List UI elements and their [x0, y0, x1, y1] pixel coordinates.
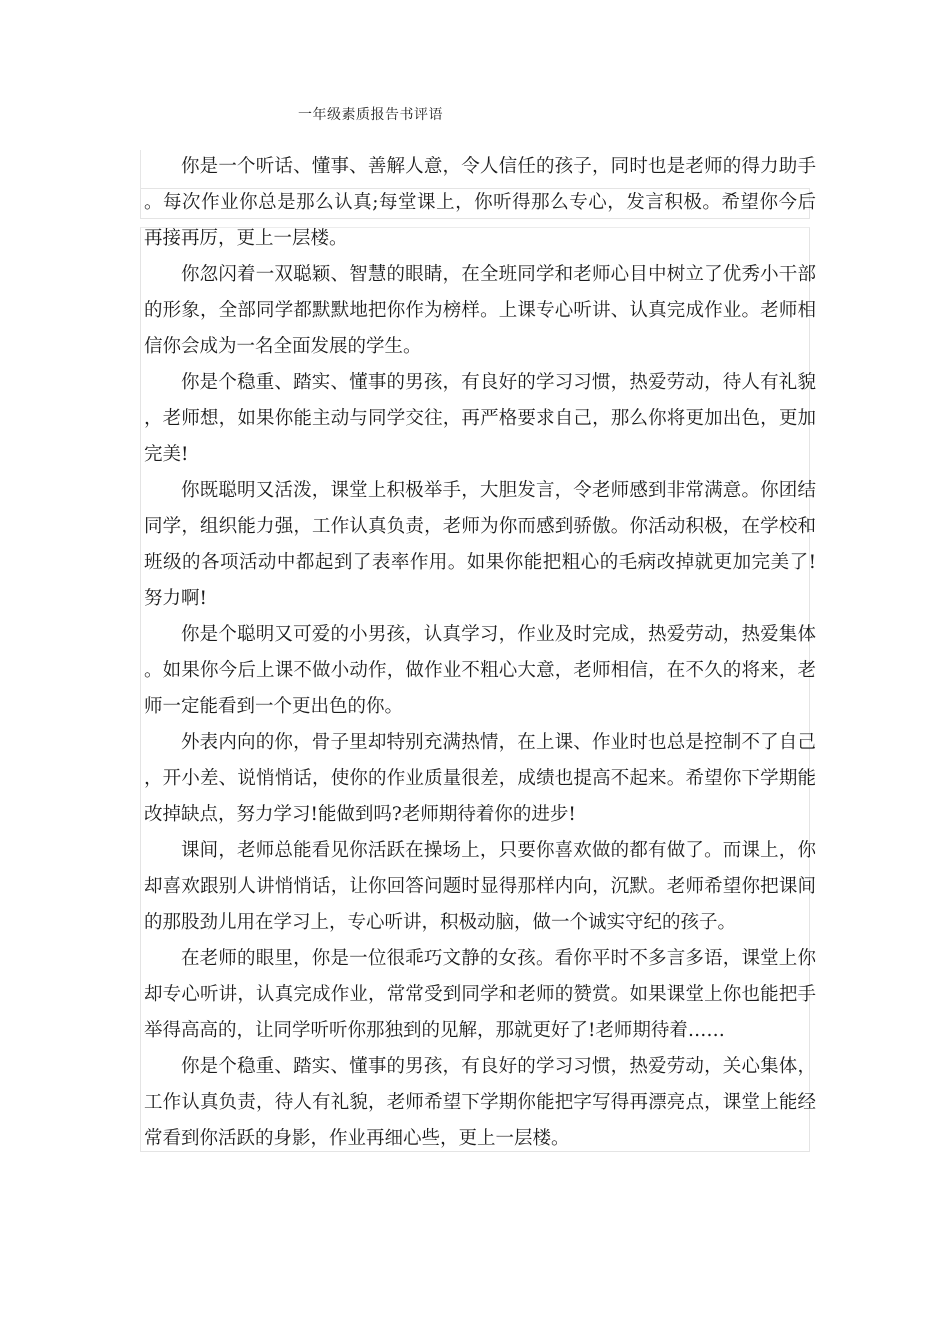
comment-paragraph: 你忽闪着一双聪颖、智慧的眼睛，在全班同学和老师心目中树立了优秀小干部的形象，全部同学都默默地把你作为榜样。上课专心听讲、认真完成作业。老师相信你会成为一名全面发展的学生。: [144, 264, 816, 357]
comment-paragraph: 你既聪明又活泼，课堂上积极举手，大胆发言，令老师感到非常满意。你团结同学，组织能力强，工作认真负责，老师为你而感到骄傲。你活动积极，在学校和班级的各项活动中都起到了表率作用。如果你能把粗心的毛病改掉就更加完美了!努力啊!: [144, 480, 816, 609]
comment-paragraph: 你是一个听话、懂事、善解人意，令人信任的孩子，同时也是老师的得力助手。每次作业你总是那么认真;每堂课上，你听得那么专心，发言积极。希望你今后再接再厉，更上一层楼。: [144, 156, 816, 249]
comment-paragraph: 课间，老师总能看见你活跃在操场上，只要你喜欢做的都有做了。而课上，你却喜欢跟别人讲悄悄话，让你回答问题时显得那样内向，沉默。老师希望你把课间的那股劲儿用在学习上，专心听讲，积极动脑，做一个诚实守纪的孩子。: [144, 840, 816, 933]
comment-paragraph: 你是个稳重、踏实、懂事的男孩，有良好的学习习惯，热爱劳动，关心集体，工作认真负责，待人有礼貌，老师希望下学期你能把字写得再漂亮点，课堂上能经常看到你活跃的身影，作业再细心些，更上一层楼。: [144, 1056, 816, 1149]
comment-paragraph: 你是个聪明又可爱的小男孩，认真学习，作业及时完成，热爱劳动，热爱集体。如果你今后上课不做小动作，做作业不粗心大意，老师相信，在不久的将来，老师一定能看到一个更出色的你。: [144, 624, 816, 717]
comment-paragraph: 你是个稳重、踏实、懂事的男孩，有良好的学习习惯，热爱劳动，待人有礼貌，老师想，如果你能主动与同学交往，再严格要求自己，那么你将更加出色，更加完美!: [144, 372, 816, 465]
comments-body: [144, 149, 816, 1157]
document-title: 一年级素质报告书评语: [298, 107, 443, 123]
comment-paragraph: 外表内向的你，骨子里却特别充满热情，在上课、作业时也总是控制不了自己，开小差、说悄悄话，使你的作业质量很差，成绩也提高不起来。希望你下学期能改掉缺点，努力学习!能做到吗?老师期待着你的进步!: [144, 732, 816, 825]
comment-paragraph: 在老师的眼里，你是一位很乖巧文静的女孩。看你平时不多言多语，课堂上你却专心听讲，认真完成作业，常常受到同学和老师的赞赏。如果课堂上你也能把手举得高高的，让同学听听你那独到的见解，那就更好了!老师期待着……: [144, 948, 816, 1041]
